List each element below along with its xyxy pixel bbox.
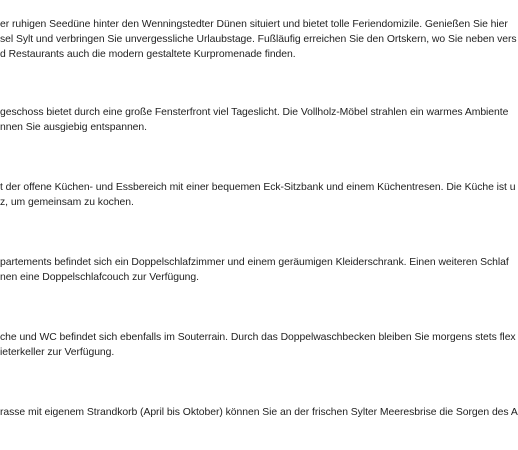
text-line: sel Sylt und verbringen Sie unvergessliche Urlaubstage. Fußläufig erreichen Sie den Ortskern, wo Sie neben vers: [0, 34, 517, 45]
text-line: partements befindet sich ein Doppelschlafzimmer und einem geräumigen Kleiderschrank. Einen weiteren Schlaf: [0, 257, 509, 268]
text-line: z, um gemeinsam zu kochen.: [0, 197, 134, 208]
text-line: ieterkeller zur Verfügung.: [0, 347, 115, 358]
text-line: er ruhigen Seedüne hinter den Wenningstedter Dünen situiert und bietet tolle Feriendomizile. Genießen Sie hier: [0, 19, 508, 30]
text-line: nnen Sie ausgiebig entspannen.: [0, 122, 147, 133]
text-line: d Restaurants auch die modern gestaltete Kurpromenade finden.: [0, 49, 296, 60]
text-line: nen eine Doppelschlafcouch zur Verfügung.: [0, 272, 199, 283]
text-line: che und WC befindet sich ebenfalls im Souterrain. Durch das Doppelwaschbecken bleiben Sie morgens stets flex: [0, 332, 516, 343]
text-line: geschoss bietet durch eine große Fensterfront viel Tageslicht. Die Vollholz-Möbel strahlen ein warmes Ambiente: [0, 107, 509, 118]
text-line: rasse mit eigenem Strandkorb (April bis Oktober) können Sie an der frischen Sylter Meeresbrise die Sorgen des A: [0, 407, 518, 418]
text-line: t der offene Küchen- und Essbereich mit einer bequemen Eck-Sitzbank und einem Küchentresen. Die Küche ist u: [0, 182, 516, 193]
